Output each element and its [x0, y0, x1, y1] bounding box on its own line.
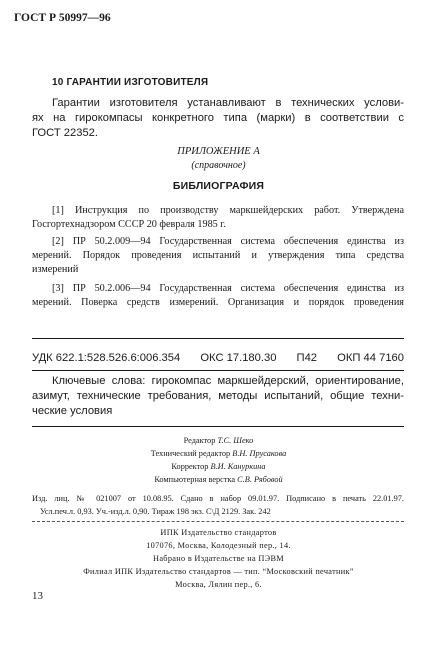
keywords-line: ческие условия: [32, 405, 113, 417]
section-10-paragraph: [32, 96, 404, 141]
publishing-info-line: Изд. лиц. № 021007 от 10.08.95. Сдано в набор 09.01.97. Подписано в печать 22.01.97.: [32, 494, 404, 503]
bibliography-item-3: [32, 282, 404, 310]
okp-code: ОКП 44 7160: [337, 352, 404, 364]
standard-header: ГОСТ Р 50997—96: [14, 12, 111, 24]
layout-label: Компьютерная верстка: [154, 475, 236, 484]
bibliography-item-1: [32, 204, 404, 232]
typeset-note: Набрано в Издательстве на ПЭВМ: [153, 554, 284, 563]
divider-rule: [32, 338, 404, 339]
paragraph-line: Гарантии изготовителя устанавливают в технических услови-: [52, 97, 404, 109]
classification-codes: [32, 352, 404, 364]
bibliography-item-2: [32, 235, 404, 277]
appendix-title: ПРИЛОЖЕНИЕ А: [177, 146, 260, 157]
appendix-subtitle: (справочное): [191, 160, 246, 171]
printer-name: Филиал ИПК Издательство стандартов — тип. “Московский печатник”: [83, 567, 354, 576]
bibliography-title: БИБЛИОГРАФИЯ: [172, 180, 265, 192]
keywords-line: Ключевые слова: гирокомпас маркшейдерский, ориентирование,: [52, 375, 404, 387]
editor-label: Редактор: [183, 436, 216, 445]
divider-rule: [32, 370, 404, 371]
tech-editor-credit: [0, 449, 437, 458]
keywords-paragraph: [32, 374, 404, 419]
proofreader-label: Корректор: [171, 462, 209, 471]
tech-editor-name: В.Н. Прусакова: [232, 449, 287, 458]
layout-credit: [0, 475, 437, 484]
publisher-name: ИПК Издательство стандартов: [160, 528, 277, 537]
section-10-title: 10 ГАРАНТИИ ИЗГОТОВИТЕЛЯ: [52, 77, 209, 88]
oks-code: ОКС 17.180.30: [200, 352, 277, 364]
paragraph-line: ях на гирокомпасы конкретного типа (марки) в соответствии с: [32, 112, 404, 124]
keywords-line: азимут, технические требования, методы испытаний, общие техни-: [32, 390, 404, 402]
page-number: 13: [32, 590, 43, 602]
bibliography-line: [3] ПР 50.2.006—94 Государственная система обеспечения единства из: [52, 283, 404, 294]
group-code: П42: [296, 352, 318, 364]
editor-name: Т.С. Шеко: [217, 436, 254, 445]
tech-editor-label: Технический редактор: [150, 449, 231, 458]
paragraph-line: ГОСТ 22352.: [32, 127, 98, 139]
layout-name: С.В. Рябовой: [237, 475, 283, 484]
bibliography-line: [2] ПР 50.2.009—94 Государственная система обеспечения единства из: [52, 236, 404, 247]
editor-credit: [0, 436, 437, 445]
printer-address: Москва, Лялин пер., 6.: [175, 580, 262, 589]
publisher-address: 107076, Москва, Колодезный пер., 14.: [146, 541, 291, 550]
bibliography-line: Госгортехнадзором СССР 20 февраля 1985 г.: [32, 219, 226, 230]
proofreader-credit: [0, 462, 437, 471]
bibliography-line: мерений. Поверка средств измерений. Организация и порядок проведения: [32, 297, 404, 308]
proofreader-name: В.И. Кануркина: [210, 462, 266, 471]
udk-code: УДК 622.1:528.526.6:006.354: [32, 352, 181, 364]
publishing-info-line: Усл.печ.л. 0,93. Уч.-изд.л. 0,90. Тираж 198 экз. С\Д 2129. Зак. 242: [40, 507, 271, 516]
bibliography-line: мерений. Порядок проведения испытаний и утверждения типа средства: [32, 250, 404, 261]
bibliography-line: [1] Инструкция по производству маркшейдерских работ. Утверждена: [52, 205, 404, 216]
dashed-divider: [32, 521, 404, 522]
divider-rule: [32, 426, 404, 427]
bibliography-line: измерений: [32, 264, 79, 275]
